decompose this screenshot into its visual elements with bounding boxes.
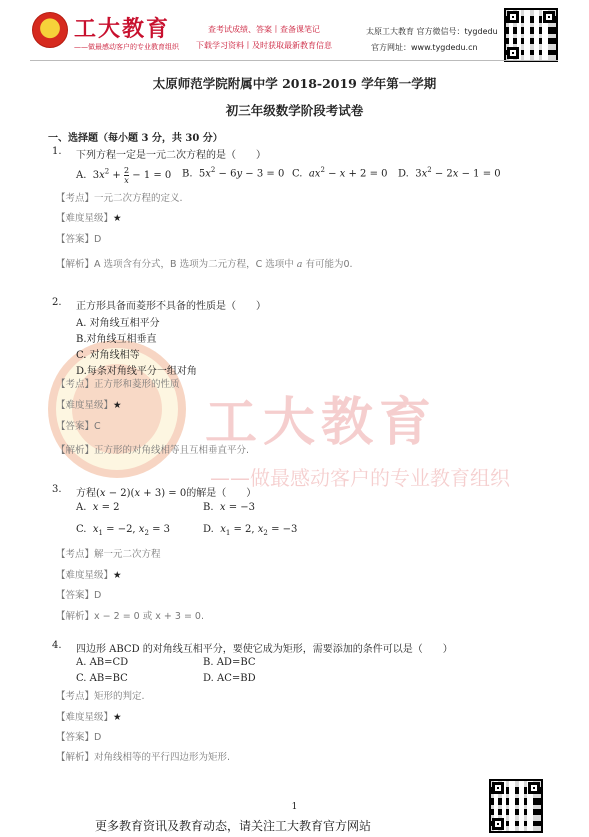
q4-answer: 【答案】D	[56, 732, 102, 743]
brand-name: 工大教育	[74, 17, 171, 42]
q4-option-b: B. AD=BC	[203, 657, 256, 668]
q1-answer: 【答案】D	[56, 234, 102, 245]
q1-option-d: D. $3x^2 - 2x - 1 = 0$	[398, 166, 501, 180]
q2-difficulty: 【难度星级】★	[56, 400, 122, 411]
brand-logo	[32, 12, 68, 48]
q3-difficulty: 【难度星级】★	[56, 570, 122, 581]
q1-option-a: A. $3x^2$ + $\frac{2}{x}$ − 1 = 0	[76, 166, 172, 185]
q3-option-a: A. x = 2	[76, 502, 120, 513]
q4-number: 4.	[52, 640, 62, 651]
q1-option-c: C. $ax^2 - x + 2 = 0$	[292, 166, 388, 180]
header-link-downloads[interactable]: 下载学习资料丨及时获取最新教育信息	[196, 41, 332, 50]
q1-stem: 下列方程一定是一元二次方程的是（ ）	[76, 150, 266, 161]
q2-option-c: C. 对角线相等	[76, 350, 140, 361]
watermark-title: 工大教育	[205, 393, 438, 453]
q4-kaodian: 【考点】矩形的判定.	[56, 691, 145, 702]
q1-difficulty: 【难度星级】★	[56, 213, 122, 224]
q4-option-d: D. AC=BD	[203, 673, 256, 684]
q3-option-c: C. $x_1 = -2$, $x_2 = 3$	[76, 524, 171, 537]
header-wechat: 太原工大教育 官方微信号：tygdedu	[366, 27, 498, 36]
page-number: 1	[291, 802, 298, 812]
q4-option-a: A. AB=CD	[76, 657, 129, 668]
footer-text: 更多教育资讯及教育动态，请关注工大教育官方网站	[95, 819, 372, 833]
q3-answer: 【答案】D	[56, 590, 102, 601]
q2-option-d: D.每条对角线平分一组对角	[76, 366, 197, 377]
q2-option-b: B.对角线互相垂直	[76, 334, 157, 345]
q3-option-d: D. $x_1 = 2$, $x_2 = -3$	[203, 524, 298, 537]
section-heading: 一、选择题（每小题 3 分，共 30 分）	[48, 133, 223, 144]
exam-title: 太原师范学院附属中学 2018-2019 学年第一学期	[152, 76, 437, 91]
q4-stem: 四边形 ABCD 的对角线互相平分，要使它成为矩形，需要添加的条件可以是（ ）	[76, 644, 453, 655]
q4-option-c: C. AB=BC	[76, 673, 128, 684]
q2-kaodian: 【考点】正方形和菱形的性质	[56, 379, 180, 390]
header-divider	[30, 60, 558, 61]
exam-subtitle: 初三年级数学阶段考试卷	[225, 103, 364, 118]
q2-option-a: A. 对角线互相平分	[76, 318, 160, 329]
q2-answer: 【答案】C	[56, 421, 101, 432]
q4-jiexi: 【解析】对角线相等的平行四边形为矩形.	[56, 752, 231, 763]
qr-code-icon	[504, 8, 558, 62]
q3-stem: 方程(x − 2)(x + 3) = 0的解是（ ）	[76, 488, 257, 499]
brand-slogan: ——做最感动客户的专业教育组织	[74, 43, 179, 51]
header-website[interactable]: 官方网址：www.tygdedu.cn	[371, 43, 478, 52]
q1-jiexi: 【解析】A 选项含有分式，B 选项为二元方程，C 选项中 a 有可能为0.	[56, 259, 353, 270]
q2-stem: 正方形具备而菱形不具备的性质是（ ）	[76, 301, 266, 312]
q4-difficulty: 【难度星级】★	[56, 712, 122, 723]
q1-kaodian: 【考点】一元二次方程的定义.	[56, 193, 183, 204]
header-link-scores[interactable]: 查考试成绩、答案丨查备课笔记	[208, 25, 320, 34]
q3-option-b: B. x = −3	[203, 502, 256, 513]
q3-number: 3.	[52, 484, 62, 495]
watermark-sub: ——做最感动客户的专业教育组织	[210, 466, 510, 490]
q1-option-b: B. $5x^2 - 6y - 3 = 0$	[182, 166, 285, 180]
q1-number: 1.	[52, 146, 62, 157]
q3-jiexi: 【解析】x − 2 = 0 或 x + 3 = 0.	[56, 611, 204, 622]
q2-number: 2.	[52, 297, 62, 308]
q3-kaodian: 【考点】解一元二次方程	[56, 549, 161, 560]
q2-jiexi: 【解析】正方形的对角线相等且互相垂直平分.	[56, 445, 250, 456]
